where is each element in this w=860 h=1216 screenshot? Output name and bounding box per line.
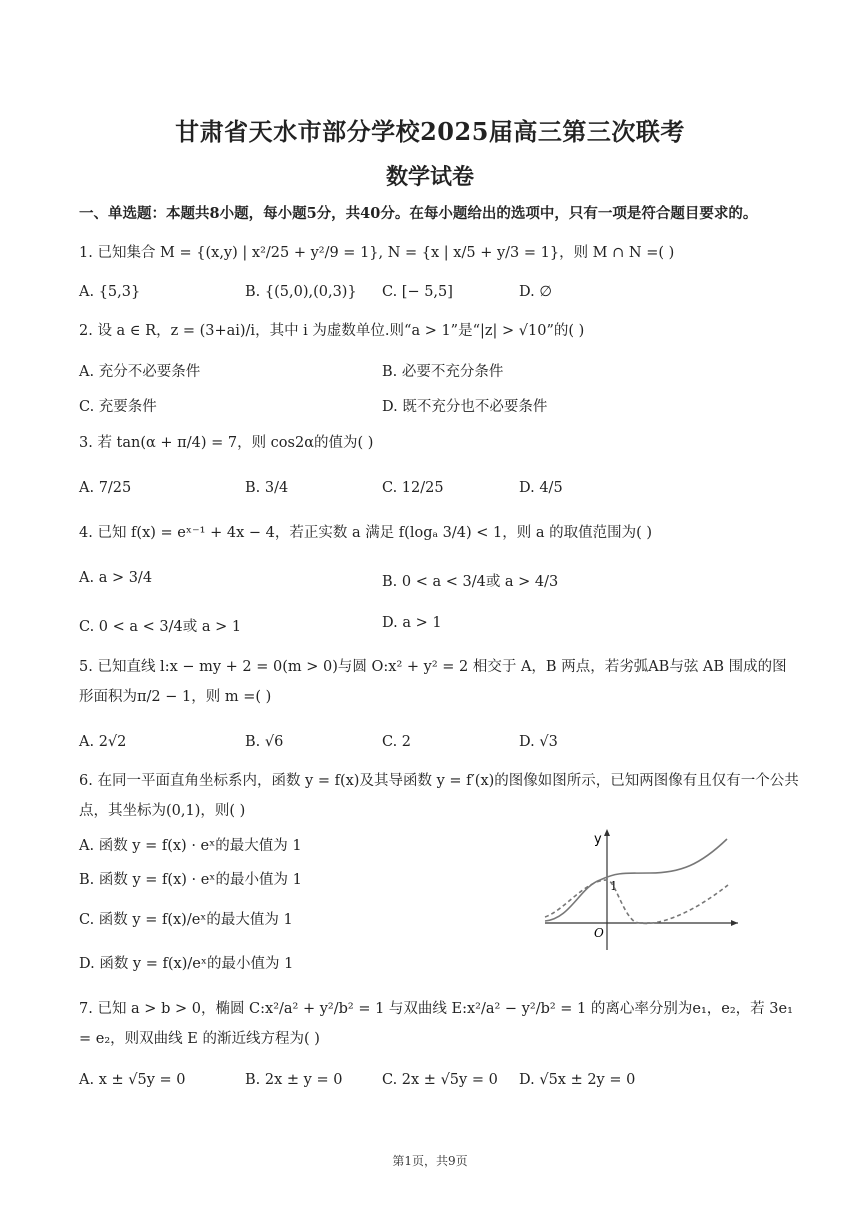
question-4-option-d: D. a > 1 xyxy=(382,615,442,631)
f-curve xyxy=(545,839,727,921)
section-heading: 一、单选题：本题共8小题，每小题5分，共40分。在每小题给出的选项中，只有一项是符合题目要求的。 xyxy=(79,205,758,222)
origin-label: O xyxy=(594,926,604,940)
question-2-stem: 2. 设 a ∈ R，z = (3+ai)/i，其中 i 为虚数单位.则“a > 1”是“|z| > √10”的( ) xyxy=(79,323,585,339)
question-1-stem: 1. 已知集合 M = {(x,y) | x²/25 + y²/9 = 1}, N = {x | x/5 + y/3 = 1}，则 M ∩ N =( ) xyxy=(79,245,675,261)
question-2-option-d: D. 既不充分也不必要条件 xyxy=(382,399,548,415)
question-1-option-d: D. ∅ xyxy=(519,284,552,300)
question-6-option-a: A. 函数 y = f(x) · eˣ的最大值为 1 xyxy=(79,838,302,854)
y-axis-arrow xyxy=(604,829,610,836)
question-3-stem: 3. 若 tan(α + π/4) = 7，则 cos2α的值为( ) xyxy=(79,435,374,451)
question-4-option-b: B. 0 < a < 3/4或 a > 4/3 xyxy=(382,574,559,590)
y-axis-label: y xyxy=(594,832,602,847)
question-5-option-a: A. 2√2 xyxy=(79,734,127,750)
question-3-option-c: C. 12/25 xyxy=(382,480,444,496)
question-5-option-c: C. 2 xyxy=(382,734,412,750)
question-7-option-c: C. 2x ± √5y = 0 xyxy=(382,1072,498,1088)
question-7-option-b: B. 2x ± y = 0 xyxy=(245,1072,343,1088)
question-6-stem: 6. 在同一平面直角坐标系内，函数 y = f(x)及其导函数 y = f′(x)的图像如图所示，已知两图像有且仅有一个公共点，其坐标为(0,1)，则( ) xyxy=(79,773,799,819)
question-3-option-b: B. 3/4 xyxy=(245,480,289,496)
question-2-option-c: C. 充要条件 xyxy=(79,399,157,415)
question-5-stem: 5. 已知直线 l:x − my + 2 = 0(m > 0)与圆 O:x² + y² = 2 相交于 A，B 两点，若劣弧AB与弦 AB 围成的图形面积为π/2 − 1，则 m =( ) xyxy=(79,659,787,705)
question-4-option-a: A. a > 3/4 xyxy=(79,570,153,586)
question-3-option-a: A. 7/25 xyxy=(79,480,132,496)
intersection-label: 1 xyxy=(610,879,618,893)
question-1-option-c: C. [− 5,5] xyxy=(382,284,453,300)
question-4-option-c: C. 0 < a < 3/4或 a > 1 xyxy=(79,619,242,635)
page-footer: 第1页，共9页 xyxy=(392,1154,468,1168)
question-1-option-b: B. {(5,0),(0,3)} xyxy=(245,284,357,300)
question-2-option-b: B. 必要不充分条件 xyxy=(382,364,504,380)
question-6-option-b: B. 函数 y = f(x) · eˣ的最小值为 1 xyxy=(79,872,302,888)
question-3-option-d: D. 4/5 xyxy=(519,480,563,496)
question-7-option-a: A. x ± √5y = 0 xyxy=(79,1072,186,1088)
question-4-stem: 4. 已知 f(x) = eˣ⁻¹ + 4x − 4，若正实数 a 满足 f(logₐ 3/4) < 1，则 a 的取值范围为( ) xyxy=(79,525,653,541)
f-prime-curve xyxy=(545,880,728,923)
question-5-option-d: D. √3 xyxy=(519,734,558,750)
exam-subtitle: 数学试卷 xyxy=(385,164,474,190)
question-6-option-d: D. 函数 y = f(x)/eˣ的最小值为 1 xyxy=(79,956,294,972)
question-7-option-d: D. √5x ± 2y = 0 xyxy=(519,1072,636,1088)
question-5-option-b: B. √6 xyxy=(245,734,284,750)
question-6-option-c: C. 函数 y = f(x)/eˣ的最大值为 1 xyxy=(79,912,293,928)
exam-title: 甘肃省天水市部分学校2025届高三第三次联考 xyxy=(175,117,685,146)
question-2-option-a: A. 充分不必要条件 xyxy=(79,364,201,380)
function-graph xyxy=(540,825,740,955)
question-7-stem: 7. 已知 a > b > 0，椭圆 C:x²/a² + y²/b² = 1 与双曲线 E:x²/a² − y²/b² = 1 的离心率分别为e₁，e₂，若 3e₁ = e₂，则双曲线 E 的渐近线方程为( ) xyxy=(79,1001,793,1047)
question-1-option-a: A. {5,3} xyxy=(79,284,141,300)
x-axis-arrow xyxy=(731,920,738,926)
